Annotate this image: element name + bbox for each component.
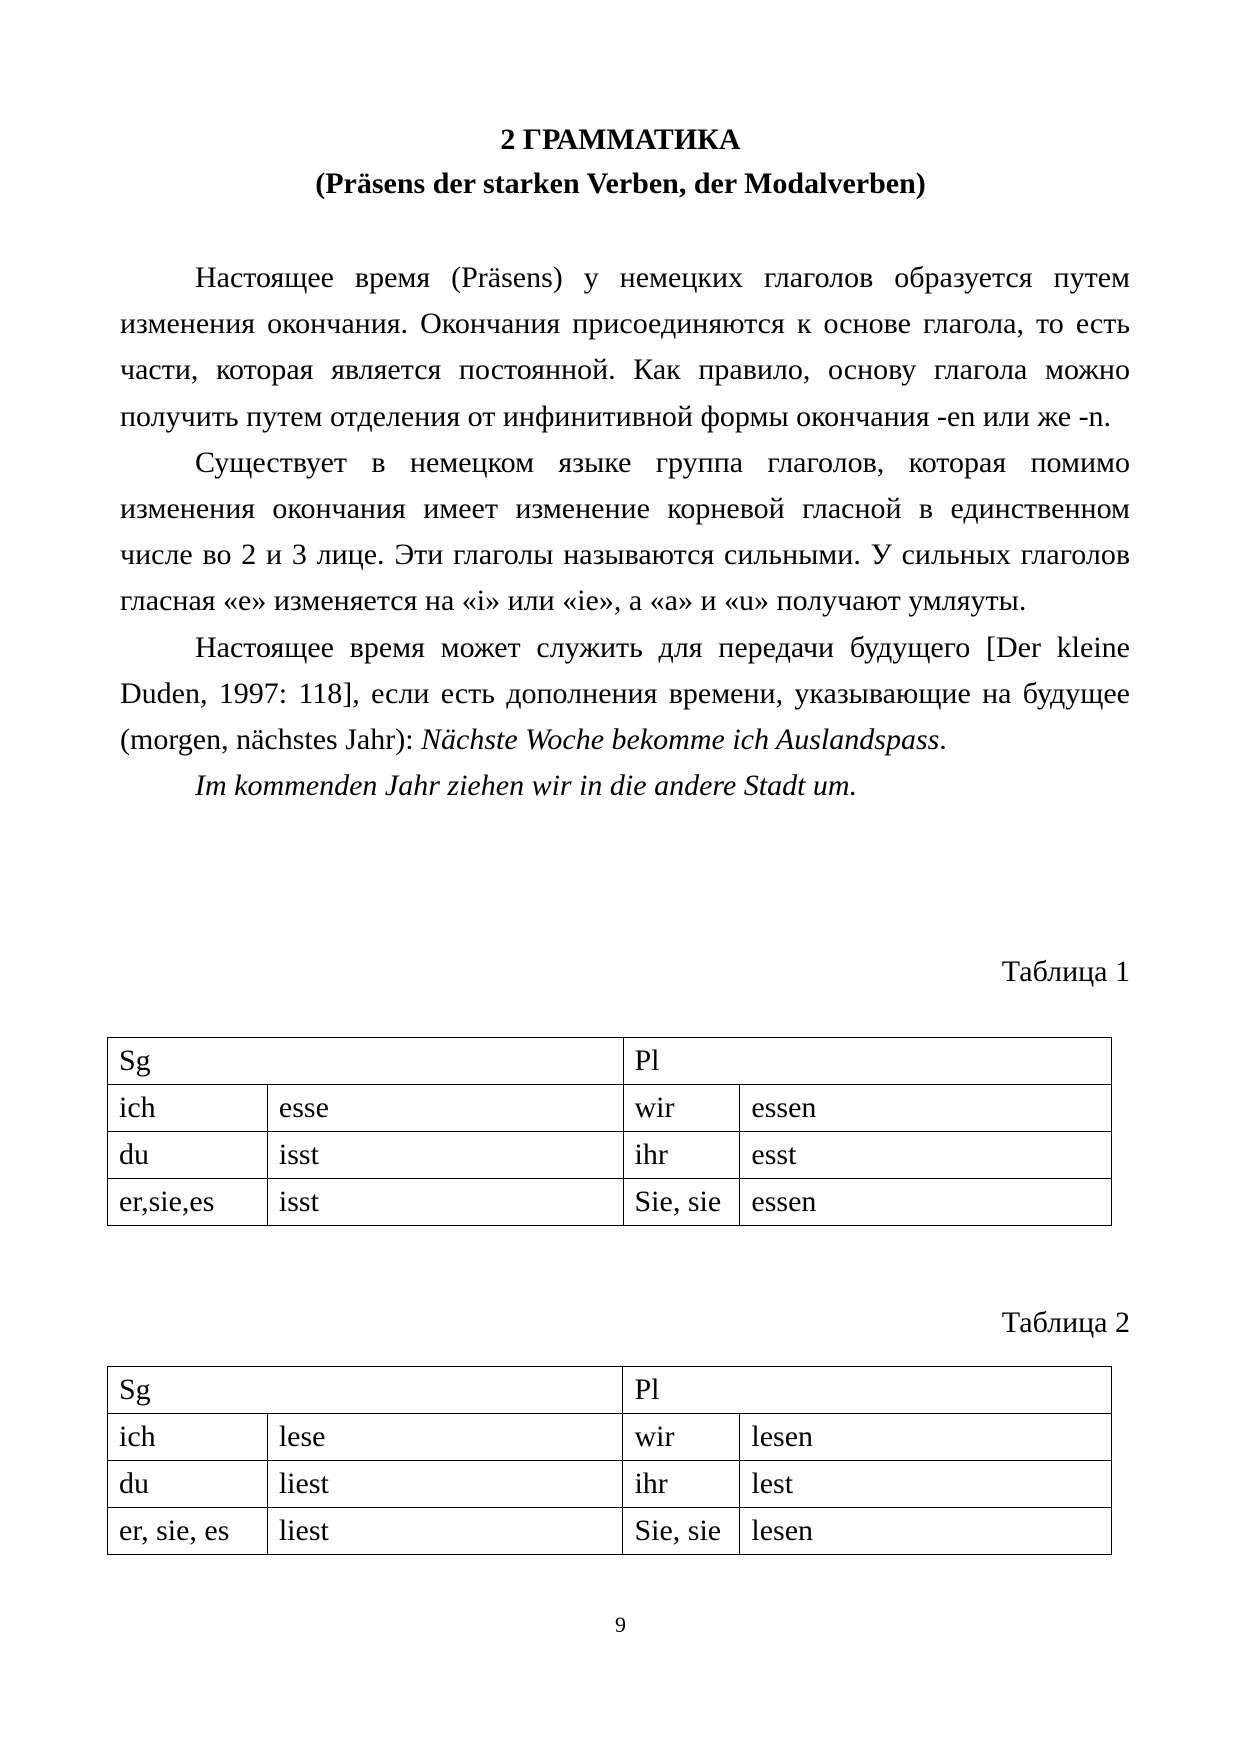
paragraph-strong-verbs: Существует в немецком языке группа глаголов, которая помимо изменения окончания имеет изменение корневой гласной в единственном числе во 2 и 3 лице. Эти глаголы называются сильными. У сильных глаголов гласная «e» изменяется на «i» или «ie», а «a» и «u» получают умляуты.	[120, 445, 1130, 618]
sg-form-cell: isst	[267, 1132, 623, 1179]
body-text	[120, 255, 1130, 809]
table-row	[108, 1179, 1112, 1226]
pl-form-cell: essen	[740, 1085, 1112, 1132]
plural-header: Pl	[623, 1038, 1112, 1085]
sg-form-cell: liest	[267, 1508, 623, 1555]
table-row	[108, 1085, 1112, 1132]
sg-pronoun-cell: er, sie, es	[108, 1508, 268, 1555]
plural-header: Pl	[623, 1367, 1112, 1414]
table-header-row	[108, 1038, 1112, 1085]
chapter-subtitle: (Präsens der starken Verben, der Modalverben)	[315, 167, 926, 200]
pl-pronoun-cell: wir	[623, 1085, 740, 1132]
conjugation-table-lesen	[107, 1366, 1112, 1555]
sg-form-cell: esse	[267, 1085, 623, 1132]
paragraph-present-tense-formation: Настоящее время (Präsens) у немецких глаголов образуется путем изменения окончания. Окончания присоединяются к основе глагола, то есть части, которая является постоянной. Как правило, основу глагола можно получить путем отделения от инфинитивной формы окончания -en или же -n.	[120, 261, 1130, 433]
singular-header: Sg	[108, 1367, 623, 1414]
sg-form-cell: lese	[267, 1414, 623, 1461]
table-row	[108, 1508, 1112, 1555]
example-sentence-1: Nächste Woche bekomme ich Auslandspass	[421, 723, 940, 757]
sg-pronoun-cell: ich	[108, 1085, 268, 1132]
paragraph-period: .	[939, 723, 947, 757]
chapter-title: 2 ГРАММАТИКА	[500, 123, 741, 156]
sg-form-cell: isst	[267, 1179, 623, 1226]
sg-form-cell: liest	[267, 1461, 623, 1508]
singular-header: Sg	[108, 1038, 624, 1085]
pl-form-cell: lest	[740, 1461, 1112, 1508]
conjugation-table-essen	[107, 1037, 1112, 1226]
table-row	[108, 1132, 1112, 1179]
table-row	[108, 1414, 1112, 1461]
sg-pronoun-cell: du	[108, 1461, 268, 1508]
pl-form-cell: lesen	[740, 1508, 1112, 1555]
pl-pronoun-cell: ihr	[623, 1461, 740, 1508]
table-header-row	[108, 1367, 1112, 1414]
sg-pronoun-cell: ich	[108, 1414, 268, 1461]
sg-pronoun-cell: er,sie,es	[108, 1179, 268, 1226]
example-sentence-2: Im kommenden Jahr ziehen wir in die andere Stadt um.	[195, 769, 858, 803]
pl-form-cell: esst	[740, 1132, 1112, 1179]
pl-pronoun-cell: ihr	[623, 1132, 740, 1179]
paragraph-future-meaning	[120, 625, 1130, 764]
sg-pronoun-cell: du	[108, 1132, 268, 1179]
pl-pronoun-cell: Sie, sie	[623, 1179, 740, 1226]
table-1-caption: Таблица 1	[1001, 955, 1130, 988]
page-number: 9	[615, 1612, 626, 1637]
pl-pronoun-cell: Sie, sie	[623, 1508, 740, 1555]
paragraph-future-meaning-text: Настоящее время может служить для передачи будущего [Der kleine Duden, 1997: 118], если есть дополнения времени, указывающие на будущее (morgen, nächstes Jahr):	[120, 630, 1130, 757]
pl-form-cell: essen	[740, 1179, 1112, 1226]
pl-form-cell: lesen	[740, 1414, 1112, 1461]
table-2-caption: Таблица 2	[1001, 1306, 1130, 1339]
table-row	[108, 1461, 1112, 1508]
pl-pronoun-cell: wir	[623, 1414, 740, 1461]
